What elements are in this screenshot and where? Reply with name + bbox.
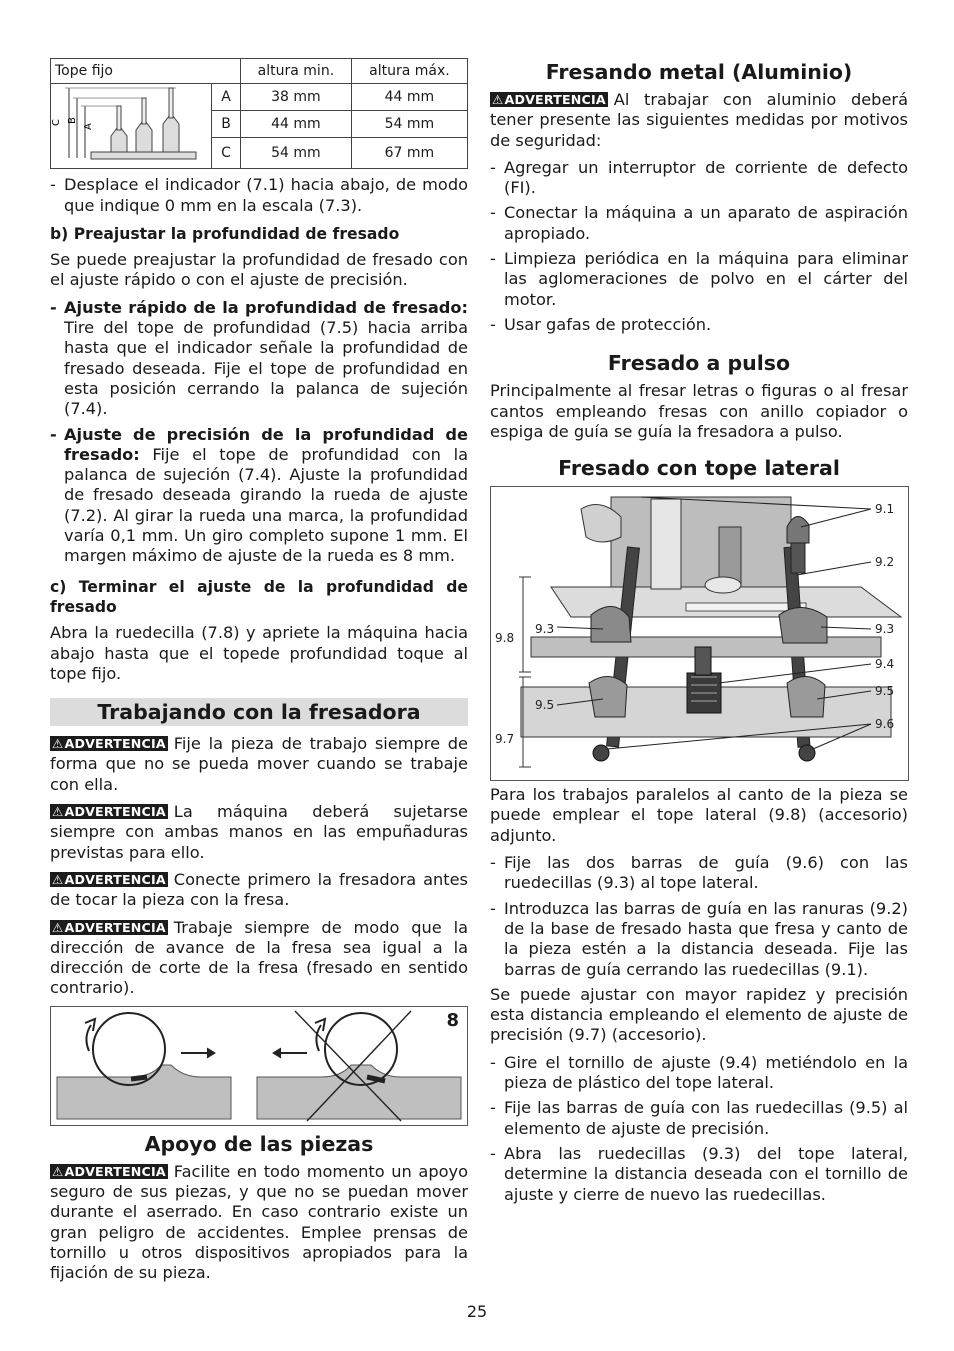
heading-pulso: Fresado a pulso: [607, 351, 791, 376]
callout-9-3-left: 9.3: [535, 622, 555, 637]
heading-metal: Fresando metal (Aluminio): [545, 60, 853, 84]
table-cell-max: 44 mm: [351, 84, 467, 111]
quick-adjust-label: Ajuste rápido de la profundidad de fresado:: [64, 297, 468, 317]
warning-triangle-icon: ⚠: [52, 919, 64, 935]
figure-side-fence: [490, 486, 909, 781]
callout-9-4: 9.4: [875, 657, 895, 672]
table-cell-min: 54 mm: [241, 137, 352, 168]
paragraph: Para los trabajos paralelos al canto de la pieza se puede emplear el tope lateral (9.8) (accesorio) adjunto.: [490, 785, 908, 845]
warning-paragraph: ⚠ADVERTENCIA Al trabajar con aluminio deberá tener presente las siguientes medidas por motivos de seguridad:: [490, 90, 908, 150]
table-row-label: A: [212, 84, 241, 111]
figure-number: 8: [446, 1009, 459, 1031]
figure-letter-a: A: [83, 123, 94, 130]
table-cell-min: 44 mm: [241, 110, 352, 137]
side-fence-diagram: [491, 487, 908, 780]
page-number: 25: [466, 1302, 488, 1321]
table-cell-min: 38 mm: [241, 84, 352, 111]
heading-apoyo: Apoyo de las piezas: [144, 1131, 374, 1156]
subheading-c: c) Terminar el ajuste de la profundidad de fresado: [50, 577, 468, 616]
paragraph: Abra la ruedecilla (7.8) y apriete la máquina hacia abajo hasta que el topede profundidad toque al tope fijo.: [50, 623, 468, 683]
callout-9-6: 9.6: [875, 717, 895, 732]
list-item: - Fije las barras de guía con las ruedecillas (9.5) al elemento de ajuste de precisión.: [490, 1098, 908, 1138]
precision-adjust-label: Ajuste de precisión de la profundidad de fresado:: [64, 424, 468, 464]
table-header-max: altura máx.: [351, 59, 467, 84]
cutting-direction-diagram: [51, 1007, 467, 1125]
right-column: [490, 58, 908, 1210]
heading-trabajando: Trabajando con la fresadora: [50, 698, 468, 726]
table-header-tope: Tope fijo: [51, 59, 241, 84]
warning-badge: ⚠ADVERTENCIA: [52, 919, 166, 935]
depth-stop-figure: [51, 84, 211, 162]
list-item: - Abra las ruedecillas (9.3) del tope lateral, determine la distancia deseada con el tornillo de ajuste y cierre de nuevo las ruedecillas.: [490, 1143, 908, 1204]
warning-badge: ⚠ADVERTENCIA: [52, 736, 166, 752]
list-item: - Fije las dos barras de guía (9.6) con las ruedecillas (9.3) al tope lateral.: [490, 853, 908, 893]
warning-triangle-icon: ⚠: [52, 871, 64, 887]
heading-tope-lateral: Fresado con tope lateral: [558, 456, 840, 481]
table-row-label: B: [212, 110, 241, 137]
list-item: - Gire el tornillo de ajuste (9.4) metiéndolo en la pieza de plástico del tope lateral.: [490, 1052, 908, 1093]
warning-paragraph: ⚠ADVERTENCIA Fije la pieza de trabajo siempre de forma que no se pueda mover cuando se trabaje con ella.: [50, 734, 468, 794]
figure-letter-c: C: [51, 119, 62, 126]
list-item: - Conectar la máquina a un aparato de aspiración apropiado.: [490, 203, 908, 243]
paragraph: Se puede ajustar con mayor rapidez y precisión esta distancia empleando el elemento de ajuste de precisión (9.7) (accesorio).: [490, 984, 908, 1045]
callout-9-1: 9.1: [875, 502, 895, 517]
warning-triangle-icon: ⚠: [492, 92, 504, 107]
warning-badge: ⚠ADVERTENCIA: [52, 871, 166, 887]
warning-paragraph: ⚠ADVERTENCIA La máquina deberá sujetarse siempre con ambas manos en las empuñaduras previstas para ello.: [50, 802, 468, 862]
left-column: [50, 58, 468, 1290]
table-row-label: C: [212, 137, 241, 168]
depth-stop-table: [50, 58, 468, 169]
warning-triangle-icon: ⚠: [52, 804, 64, 820]
list-item: - Introduzca las barras de guía en las ranuras (9.2) de la base de fresado hasta que fresa y canto de la pieza estén a la distancia deseada. Fije las barras de guía cerrando las ruedecillas (9.1).: [490, 898, 908, 979]
table-cell-max: 54 mm: [351, 110, 467, 137]
warning-badge: ⚠ADVERTENCIA: [492, 92, 606, 107]
figure-letter-b: B: [67, 117, 78, 124]
warning-badge: ⚠ADVERTENCIA: [52, 804, 166, 820]
callout-9-5-left: 9.5: [535, 698, 555, 713]
warning-triangle-icon: ⚠: [52, 736, 64, 752]
list-item: - Limpieza periódica en la máquina para eliminar las aglomeraciones de polvo en el cárter del motor.: [490, 249, 908, 309]
list-item: - Desplace el indicador (7.1) hacia abajo, de modo que indique 0 mm en la escala (7.3).: [50, 175, 468, 215]
warning-paragraph: ⚠ADVERTENCIA Trabaje siempre de modo que la dirección de avance de la fresa sea igual a la dirección de corte de la fresa (fresado en sentido contrario).: [50, 917, 468, 998]
callout-9-5-right: 9.5: [875, 684, 895, 699]
warning-paragraph: ⚠ADVERTENCIA Conecte primero la fresadora antes de tocar la pieza con la fresa.: [50, 869, 468, 910]
list-item: - Agregar un interruptor de corriente de defecto (FI).: [490, 157, 908, 198]
table-cell-max: 67 mm: [351, 137, 467, 168]
list-item: - Usar gafas de protección.: [490, 314, 712, 334]
paragraph: Principalmente al fresar letras o figuras o al fresar cantos empleando fresas con anillo copiador o espiga de guía se guía la fresadora a pulso.: [490, 381, 908, 441]
warning-triangle-icon: ⚠: [52, 1163, 64, 1179]
list-item-quick-adjust: - Ajuste rápido de la profundidad de fresado: Tire del tope de profundidad (7.5) hacia arriba hasta que el indicador señale la profundidad de fresado deseada. Fije el tope de profundidad en esta posición cerrando la palanca de sujeción (7.4).: [50, 297, 468, 419]
list-item-precision-adjust: - Ajuste de precisión de la profundidad de fresado: Fije el tope de profundidad con la palanca de sujeción (7.4). Ajuste la profundidad de fresado deseada girando la rueda de ajuste (7.2). Al girar la rueda una marca, la profundidad varía 0,1 mm. Un giro completo supone 1 mm. El margen máximo de ajuste de la rueda es 8 mm.: [50, 424, 468, 566]
callout-9-2: 9.2: [875, 555, 895, 570]
warning-badge: ⚠ADVERTENCIA: [52, 1163, 166, 1179]
callout-9-3-right: 9.3: [875, 622, 895, 637]
depth-stop-figure-cell: [51, 84, 212, 169]
table-header-min: altura min.: [241, 59, 352, 84]
paragraph: Se puede preajustar la profundidad de fresado con el ajuste rápido o con el ajuste de precisión.: [50, 250, 468, 290]
callout-9-8: 9.8: [495, 631, 515, 646]
warning-paragraph: ⚠ADVERTENCIA Facilite en todo momento un apoyo seguro de sus piezas, y que no se puedan mover durante el aserrado. En caso contrario existe un gran peligro de accidentes. Emplee prensas de tornillo u otros dispositivos apropiados para la fijación de su pieza.: [50, 1161, 468, 1283]
figure-8-cutting-direction: [50, 1006, 468, 1126]
callout-9-7: 9.7: [495, 732, 515, 747]
subheading-b: b) Preajustar la profundidad de fresado: [50, 224, 400, 243]
